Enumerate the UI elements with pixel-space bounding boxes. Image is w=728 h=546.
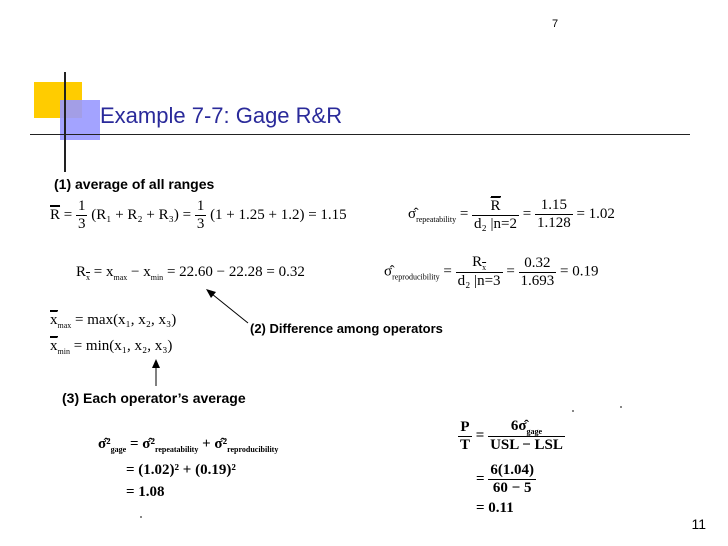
rx-min: min (150, 273, 164, 282)
rbar-frac-1: $\frac{1}{3}$ (77, 198, 86, 232)
sigma-repeatability-formula: $\sigmâ_{repeatability}$ = $\frac{\overline{R}}{\text{d₂ |n=2}}$ = $\frac{1.15}{1.128}$ = 1.02 (408, 197, 615, 232)
scan-speck (140, 516, 142, 518)
rbar-frac-2: $\frac{1}{3}$ (196, 198, 205, 232)
rbar-sum: (R₁ + R₂ + R₃) = (91, 206, 192, 223)
sigma-rep-result: = 1.02 (576, 205, 615, 222)
pt-formula-frac: $\frac{6\sigmâ_{gage}}{\text{USL − LSL}}$ (490, 418, 563, 453)
rx-subscript: x (86, 273, 91, 282)
rbar-calc: (1 + 1.25 + 1.2) = 1.15 (210, 206, 347, 223)
sigma-repro-value-frac: $\frac{0.32}{1.693}$ (520, 254, 555, 289)
page-number: 7 (552, 18, 559, 30)
sigma-repro-result: = 0.19 (560, 263, 599, 280)
gage-variance-line2: = (1.02)² + (0.19)² (126, 462, 236, 478)
pt-ratio-line1: $\frac{P}{T}$ = $\frac{6\sigmâ_{gage}}{\text{USL − LSL}}$ (460, 418, 563, 453)
sigma-repro-symbol: σ̂ (384, 263, 393, 280)
label-average-ranges: (1) average of all ranges (54, 176, 215, 192)
rx-calc: = 22.60 − 22.28 = 0.32 (166, 264, 305, 280)
sigma-repro-frac: $\frac{R_{\overline{x}}}{\text{d₂ |n=3}}$ (457, 254, 501, 289)
xmax-formula: $\overline{x}_{max} = \max(x_1$, x₂, x₃) (50, 312, 177, 330)
arrow-to-xmin (152, 359, 160, 386)
rx-max: max (113, 273, 128, 282)
gage-variance-line1: $\sigmâ^2_{gage}$ = $\sigmâ^2_{repeatability}$ + $\sigmâ^2_{reproducibility}$ (98, 436, 279, 454)
label-each-operator-average: (3) Each operator’s average (62, 390, 246, 406)
rbar-eq: = (63, 206, 73, 223)
xmin-formula: $\overline{x}_{min} = \min(x_1$, x₂, x₃) (50, 338, 173, 356)
sigma-repro-subscript: reproducibility (392, 272, 440, 282)
pt-value-frac: $\frac{6(1.04)}{60 - 5}$ (490, 462, 535, 496)
gage-variance-line3: = 1.08 (126, 484, 165, 500)
sigma-rep-frac: $\frac{\overline{R}}{\text{d₂ |n=2}}$ (474, 198, 517, 232)
sigma-rep-value-frac: $\frac{1.15}{1.128}$ (536, 197, 571, 231)
rx-minus: − x (131, 264, 151, 280)
slide-number: 11 (691, 516, 706, 532)
pt-ratio-line3: = 0.11 (476, 500, 514, 516)
pt-frac: $\frac{P}{T}$ (460, 418, 471, 453)
label-difference-operators: (2) Difference among operators (250, 321, 443, 336)
slide-title: Example 7-7: Gage R&R (100, 103, 343, 128)
sigma-reproducibility-formula: $\sigmâ_{reproducibility}$ = $\frac{R_{\overline{x}}}{\text{d₂ |n=3}}$ = $\frac{0.32}{1.693}$ = 0.19 (384, 254, 599, 289)
sigma-rep-symbol: σ̂ (408, 205, 417, 222)
sigma-rep-subscript: repeatability (416, 214, 457, 224)
arrow-to-rx (206, 289, 248, 323)
rx-expr: = x (93, 264, 114, 280)
scan-speck (620, 406, 622, 408)
scan-speck (572, 410, 574, 412)
rx-lhs: R (76, 264, 87, 280)
rbar-lhs: $\overline{R}$ (50, 206, 61, 223)
pt-ratio-line2: = $\frac{6(1.04)}{60 - 5}$ (476, 462, 535, 496)
